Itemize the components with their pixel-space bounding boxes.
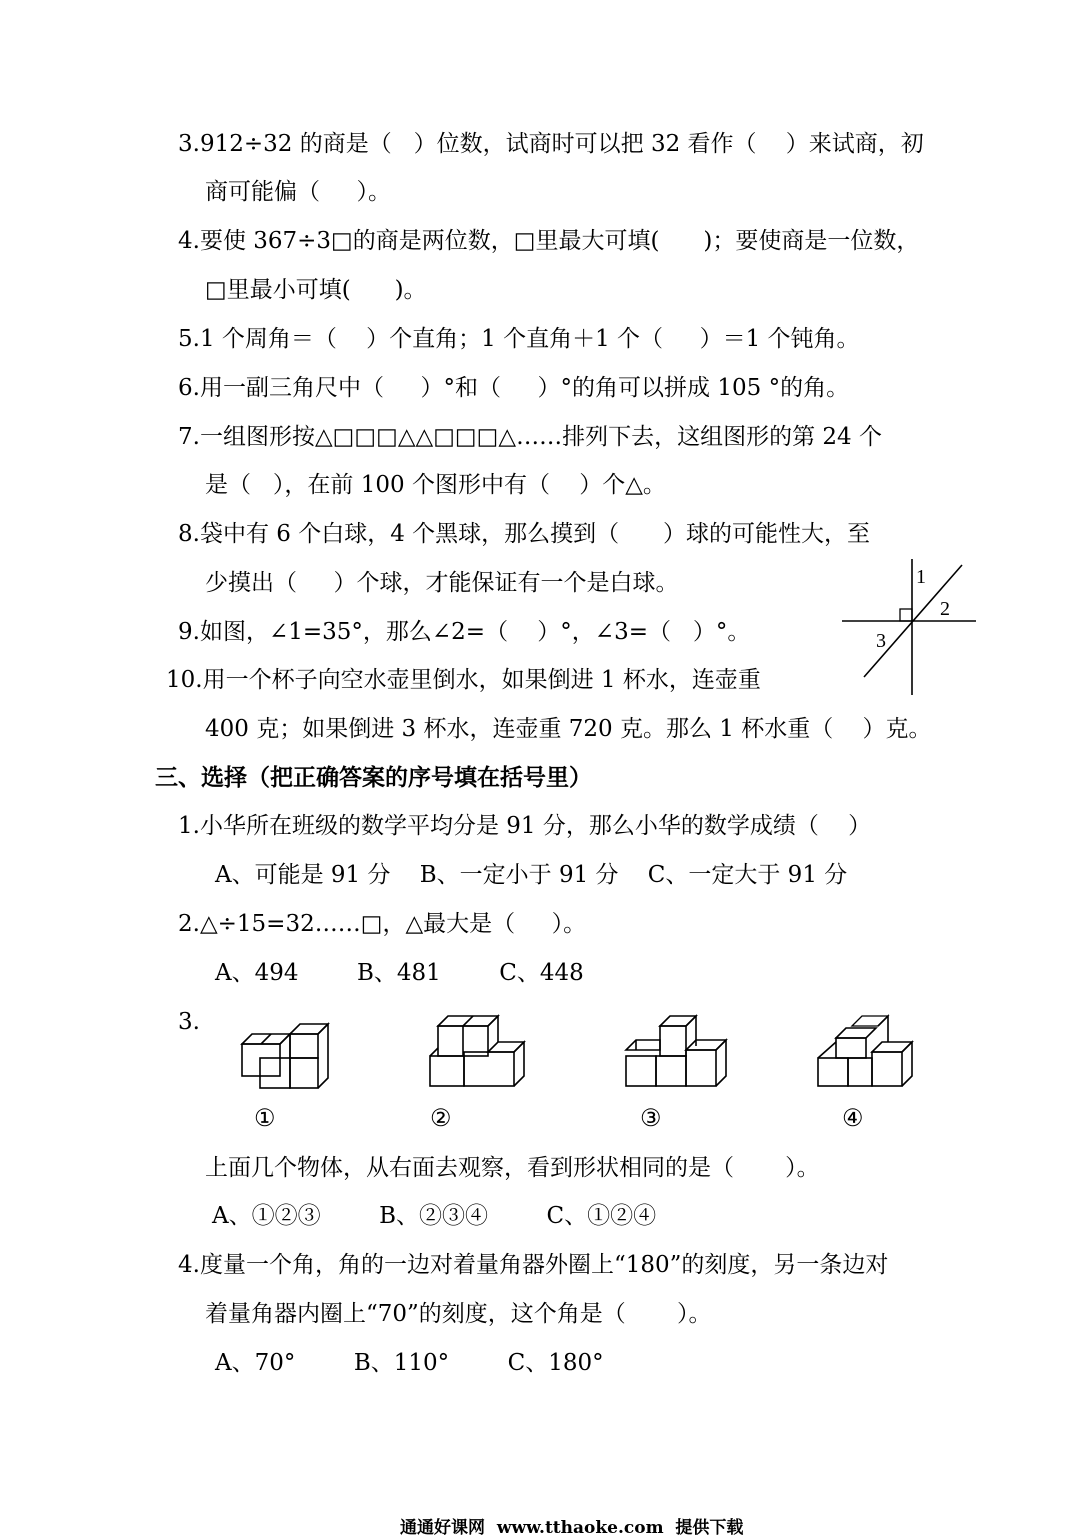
footer-text: 通通好课网 www.tthaoke.com 提供下载 bbox=[400, 1518, 744, 1538]
s3-q3-text: 上面几个物体，从右面去观察，看到形状相同的是（ ）。 bbox=[205, 1155, 820, 1181]
cube-figure-4 bbox=[814, 1012, 918, 1090]
angle-label-2: 2 bbox=[940, 598, 950, 620]
q7-line2: 是（ ），在前 100 个图形中有（ ）个△。 bbox=[205, 472, 666, 498]
cube-figure-1 bbox=[238, 1012, 334, 1090]
section-3-title: 三、选择（把正确答案的序号填在括号里） bbox=[155, 764, 592, 791]
q4-line1: 4.要使 367÷3□的商是两位数，□里最大可填( )；要使商是一位数， bbox=[178, 228, 920, 254]
q6-line: 6.用一副三角尺中（ ）°和（ ）°的角可以拼成 105 °的角。 bbox=[178, 375, 850, 401]
angle-label-3: 3 bbox=[876, 630, 886, 652]
q10-line1: 10.用一个杯子向空水壶里倒水，如果倒进 1 杯水，连壶重 bbox=[166, 667, 761, 693]
s3-q4-line1: 4.度量一个角，角的一边对着量角器外圈上“180”的刻度，另一条边对 bbox=[178, 1252, 889, 1278]
cube-label-2: ② bbox=[430, 1104, 452, 1132]
s3-q1-text: 1.小华所在班级的数学平均分是 91 分，那么小华的数学成绩（ ） bbox=[178, 813, 872, 839]
cube-label-4: ④ bbox=[842, 1104, 864, 1132]
cube-label-3: ③ bbox=[640, 1104, 662, 1132]
q8-line1: 8.袋中有 6 个白球，4 个黑球，那么摸到（ ）球的可能性大，至 bbox=[178, 521, 871, 547]
q9-line: 9.如图，∠1=35°，那么∠2=（ ）°，∠3=（ ）°。 bbox=[178, 619, 751, 645]
cube-label-1: ① bbox=[254, 1104, 276, 1132]
q7-line1: 7.一组图形按△□□□△△□□□△……排列下去，这组图形的第 24 个 bbox=[178, 424, 882, 450]
s3-q2-options: A、494 B、481 C、448 bbox=[215, 960, 584, 986]
angle-figure bbox=[838, 555, 980, 700]
s3-q4-options: A、70° B、110° C、180° bbox=[215, 1350, 604, 1376]
s3-q3-options: A、①②③ B、②③④ C、①②④ bbox=[212, 1203, 657, 1229]
s3-q3-number: 3. bbox=[178, 1009, 200, 1035]
s3-q4-line2: 着量角器内圈上“70”的刻度，这个角是（ ）。 bbox=[205, 1301, 712, 1327]
cube-figure-2 bbox=[426, 1012, 530, 1090]
q3-line1: 3.912÷32 的商是（ ）位数，试商时可以把 32 看作（ ）来试商，初 bbox=[178, 131, 924, 157]
cube-figure-3 bbox=[620, 1012, 732, 1090]
q8-line2: 少摸出（ ）个球，才能保证有一个是白球。 bbox=[205, 570, 679, 596]
angle-label-1: 1 bbox=[916, 566, 926, 588]
q3-line2: 商可能偏（ ）。 bbox=[205, 179, 392, 205]
s3-q1-options: A、可能是 91 分 B、一定小于 91 分 C、一定大于 91 分 bbox=[215, 862, 848, 888]
q5-line: 5.1 个周角＝（ ）个直角；1 个直角＋1 个（ ）＝1 个钝角。 bbox=[178, 326, 860, 352]
q10-line2: 400 克；如果倒进 3 杯水，连壶重 720 克。那么 1 杯水重（ ）克。 bbox=[205, 716, 932, 742]
s3-q2-text: 2.△÷15=32……□，△最大是（ ）。 bbox=[178, 911, 587, 937]
q4-line2: □里最小可填( )。 bbox=[205, 277, 427, 303]
